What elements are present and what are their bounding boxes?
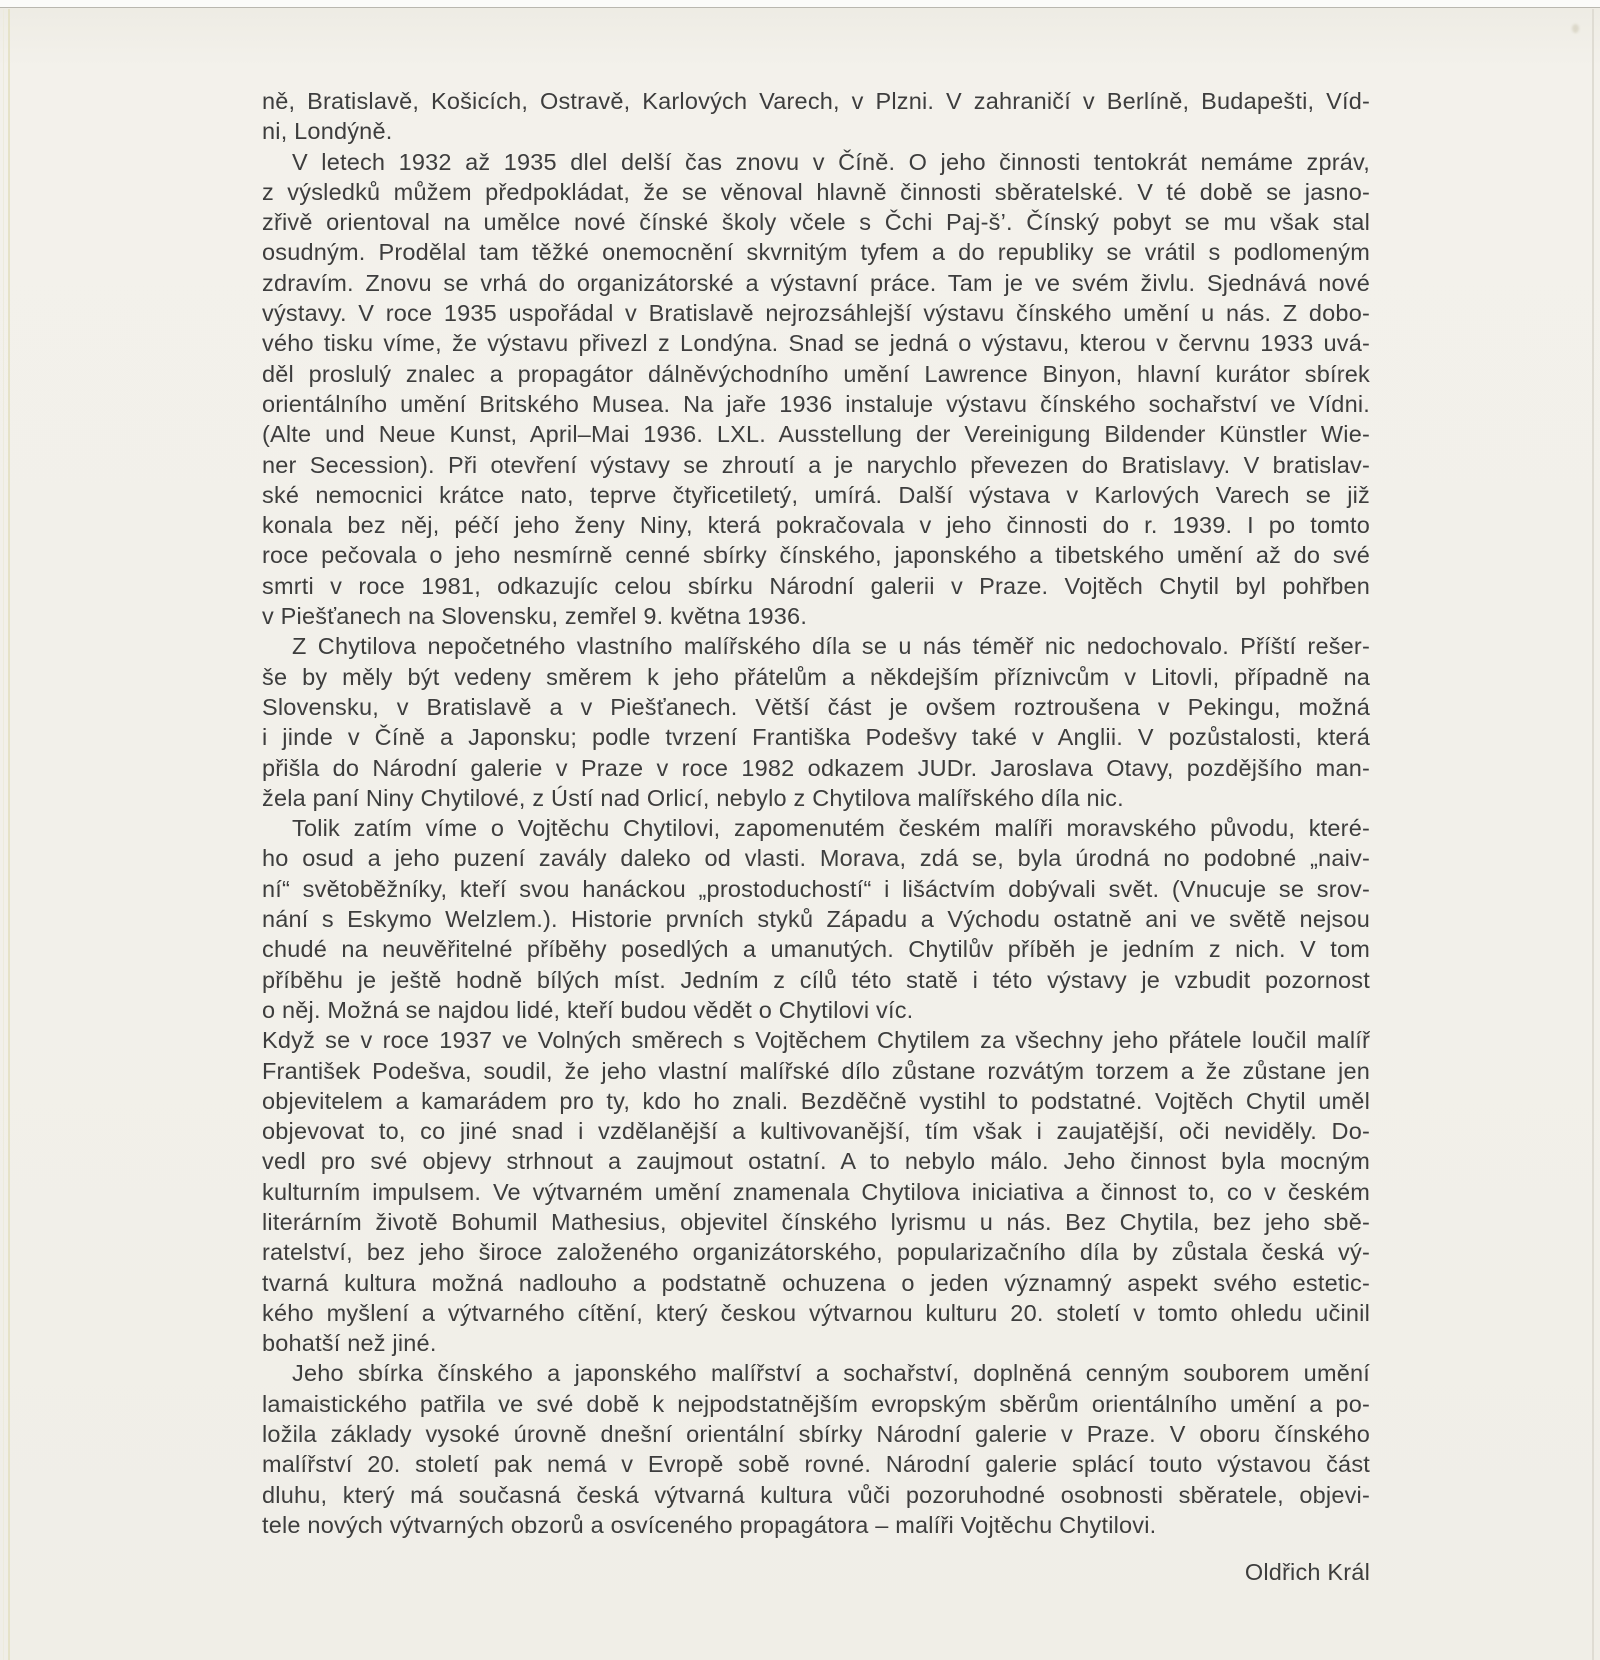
text-block: [262, 86, 1370, 1588]
text-line: še by měly být vedeny směrem k jeho přátelům a někdejším příznivcům v Litovli, případně na: [262, 663, 1370, 690]
text-line: Když se v roce 1937 ve Volných směrech s Vojtěchem Chytilem za všechny jeho přátele loučil malíř: [262, 1027, 1370, 1054]
text-line: ratelství, bez jeho široce založeného organizátorského, popularizačního díla by zůstala česká vý-: [262, 1239, 1370, 1266]
text-line: objevovat to, co jiné snad i vzdělanější a kultivovanější, tím však i zaujatější, oči neviděly. Do-: [262, 1118, 1370, 1145]
text-line: roce pečovala o jeho nesmírně cenné sbírky čínského, japonského a tibetského umění až do své: [262, 542, 1370, 569]
scan-right-edge-line: [1592, 9, 1594, 1660]
scan-speck: [1572, 24, 1579, 33]
text-line: vedl pro své objevy strhnout a zaujmout ostatní. A to nebylo málo. Jeho činnost byla mocným: [262, 1148, 1370, 1175]
text-line: osudným. Prodělal tam těžké onemocnění skvrnitým tyfem a do republiky se vrátil s podlomeným: [262, 239, 1370, 266]
text-line: i jinde v Číně a Japonsku; podle tvrzení Františka Podešvy také v Anglii. V pozůstalosti, která: [262, 724, 1370, 751]
paragraph: [262, 147, 1370, 632]
text-line: ské nemocnici krátce nato, teprve čtyřicetiletý, umírá. Další výstava v Karlových Varech se již: [262, 481, 1370, 508]
text-line: v Piešťanech na Slovensku, zemřel 9. května 1936.: [262, 603, 808, 630]
text-line: smrti v roce 1981, odkazujíc celou sbírku Národní galerii v Praze. Vojtěch Chytil byl pohřben: [262, 572, 1370, 599]
text-line: lamaistického patřila ve své době k nejpodstatnějším evropským sběrům orientálního umění a po-: [262, 1390, 1370, 1417]
text-line: zřivě orientoval na umělce nové čínské školy včele s Čchi Paj-š’. Čínský pobyt se mu však stal: [262, 209, 1370, 236]
text-line: zdravím. Znovu se vrhá do organizátorské a výstavní práce. Tam je ve svém živlu. Sjednává nové: [262, 269, 1370, 296]
text-line: ho osud a jeho puzení zavály daleko od vlasti. Morava, zdá se, byla úrodná no podobné „naiv-: [262, 845, 1370, 872]
text-line: z výsledků můžem předpokládat, že se věnoval hlavně činnosti sběratelské. V té době se jasno-: [262, 178, 1370, 205]
text-line: ně, Bratislavě, Košicích, Ostravě, Karlových Varech, v Plzni. V zahraničí v Berlíně, Budapešti, Víd-: [262, 88, 1370, 114]
text-line: ní“ světoběžníky, kteří svou hanáckou „prostoduchostí“ i lišáctvím dobývali svět. (Vnucuje se srov-: [262, 875, 1370, 902]
text-line: František Podešva, soudil, že jeho vlastní malířské dílo zůstane rozvátým torzem a že zůstane jen: [262, 1057, 1370, 1084]
text-line: žela paní Niny Chytilové, z Ústí nad Orlicí, nebylo z Chytilova malířského díla nic.: [262, 784, 1124, 811]
text-line: kého myšlení a výtvarného cítění, který českou výtvarnou kulturu 20. století v tomto ohledu učinil: [262, 1299, 1370, 1326]
text-line: literárním životě Bohumil Mathesius, objevitel čínského lyrismu u nás. Bez Chytila, bez jeho sbě-: [262, 1208, 1370, 1235]
text-line: Slovensku, v Bratislavě a v Piešťanech. Větší část je ovšem roztroušena v Pekingu, možná: [262, 693, 1370, 720]
text-line: kulturním impulsem. Ve výtvarném umění znamenala Chytilova iniciativa a činnost to, co v českém: [262, 1178, 1370, 1205]
text-line: příběhu je ještě hodně bílých míst. Jedním z cílů této statě i této výstavy je vzbudit pozornost: [262, 966, 1370, 993]
text-line: děl proslulý znalec a propagátor dálněvýchodního umění Lawrence Binyon, hlavní kurátor sbírek: [262, 360, 1370, 387]
text-line: V letech 1932 až 1935 dlel delší čas znovu v Číně. O jeho činnosti tentokrát nemáme zpráv,: [292, 148, 1370, 175]
paragraph: [262, 813, 1370, 1025]
text-line: (Alte und Neue Kunst, April–Mai 1936. LXL. Ausstellung der Vereinigung Bildender Künstler Wie-: [262, 421, 1370, 448]
paragraph: [262, 631, 1370, 813]
text-line: ložila základy vysoké úrovně dnešní orientální sbírky Národní galerie v Praze. V oboru čínského: [262, 1421, 1370, 1448]
text-line: bohatší než jiné.: [262, 1330, 437, 1357]
text-line: přišla do Národní galerie v Praze v roce 1982 odkazem JUDr. Jaroslava Otavy, pozdějšího man-: [262, 754, 1370, 781]
text-line: chudé na neuvěřitelné příběhy posedlých a umanutých. Chytilův příběh je jedním z nich. V tom: [262, 936, 1370, 963]
scan-gutter-line-faint: [3, 9, 4, 1660]
text-line: ner Secession). Při otevření výstavy se zhroutí a je narychlo převezen do Bratislavy. V bratislav-: [262, 451, 1370, 478]
text-line: objevitelem a kamarádem pro ty, kdo ho znali. Bezděčně vystihl to podstatné. Vojtěch Chytil uměl: [262, 1087, 1370, 1114]
signature: Oldřich Král: [1244, 1559, 1370, 1586]
text-line: dluhu, který má současná česká výtvarná kultura vůči pozoruhodné osobnosti sběratele, objevi-: [262, 1481, 1370, 1508]
text-line: nání s Eskymo Welzlem.). Historie prvních styků Západu a Východu ostatně ani ve světě nejsou: [262, 906, 1370, 933]
text-line: ni, Londýně.: [262, 118, 393, 145]
text-line: orientálního umění Britského Musea. Na jaře 1936 instaluje výstavu čínského sochařství ve Vídni.: [262, 390, 1370, 417]
paragraph: [262, 86, 1370, 147]
text-line: vého tisku víme, že výstavu přivezl z Londýna. Snad se jedná o výstavu, kterou v červnu 1933 uvá-: [262, 330, 1370, 357]
text-line: tele nových výtvarných obzorů a osvíceného propagátora – malíři Vojtěchu Chytilovi.: [262, 1511, 1157, 1538]
text-line: výstavy. V roce 1935 uspořádal v Bratislavě nejrozsáhlejší výstavu čínského umění u nás. Z dobo-: [262, 300, 1370, 327]
scan-gutter-line: [8, 9, 10, 1660]
paragraph: [262, 1358, 1370, 1540]
text-line: tvarná kultura možná nadlouho a podstatně ochuzena o jeden významný aspekt svého estetic-: [262, 1269, 1370, 1296]
text-line: konala bez něj, péčí jeho ženy Niny, která pokračovala v jeho činnosti do r. 1939. I po tomto: [262, 512, 1370, 539]
scan-top-edge: [0, 0, 1600, 8]
paragraph: [262, 1025, 1370, 1358]
text-line: Z Chytilova nepočetného vlastního malířského díla se u nás téměř nic nedochovalo. Příští rešer-: [292, 633, 1370, 660]
text-line: Tolik zatím víme o Vojtěchu Chytilovi, zapomenutém českém malíři moravského původu, které-: [292, 815, 1370, 842]
text-line: malířství 20. století pak nemá v Evropě sobě rovné. Národní galerie splácí touto výstavou část: [262, 1451, 1370, 1478]
text-line: o něj. Možná se najdou lidé, kteří budou vědět o Chytilovi víc.: [262, 996, 914, 1023]
text-line: Jeho sbírka čínského a japonského malířství a sochařství, doplněná cenným souborem umění: [292, 1360, 1370, 1387]
